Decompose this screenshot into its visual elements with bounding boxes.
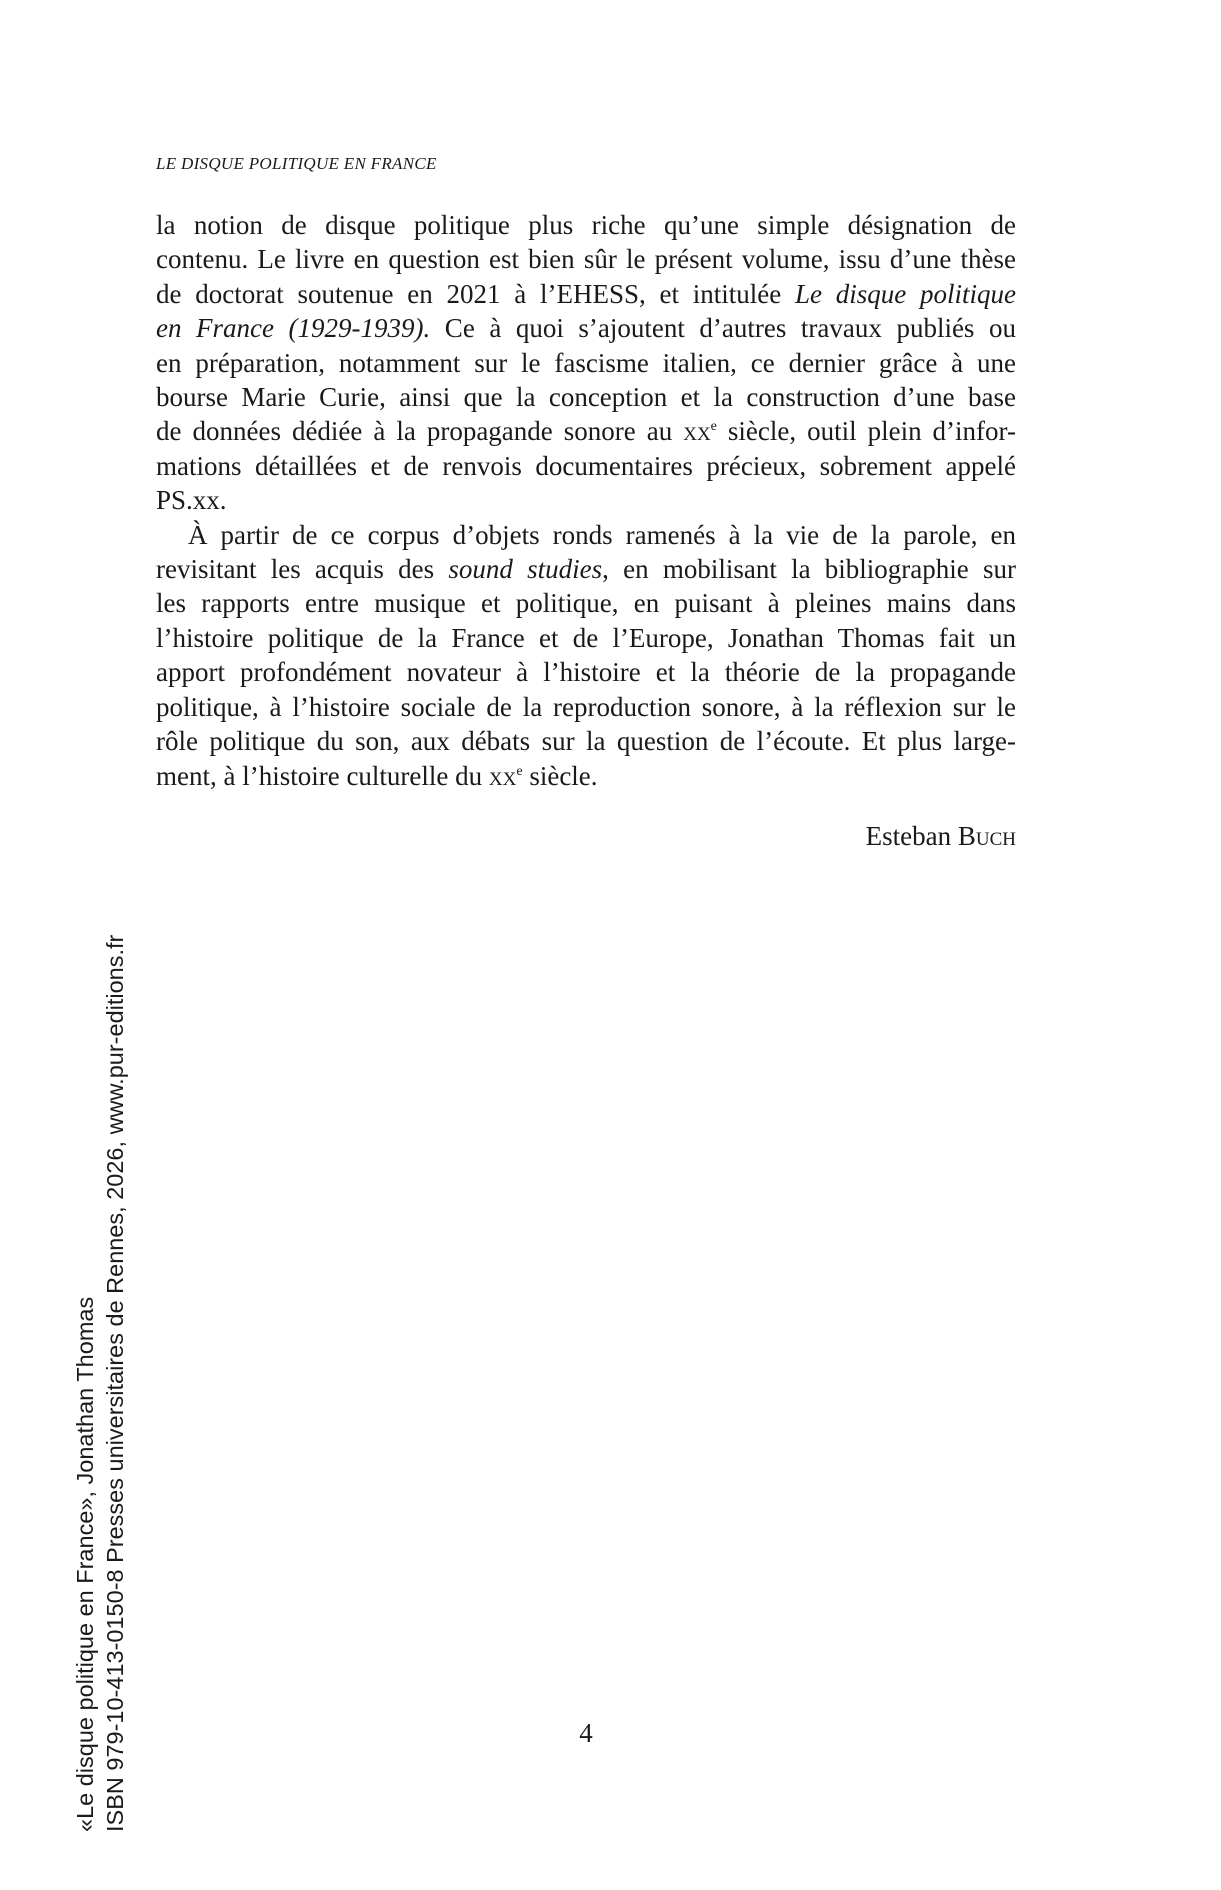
italic-term: sound studies bbox=[448, 554, 603, 585]
author-first-name: Esteban bbox=[865, 821, 952, 851]
text-span: Ce à quoi s’ajoutent d’autres travaux publiés ou bbox=[430, 313, 1016, 344]
text-line: apport profondément novateur à l’histoire et la théorie de la propagande bbox=[156, 657, 1016, 688]
century-superscript: e bbox=[516, 763, 523, 779]
text-line: contenu. Le livre en question est bien sûr le présent volume, issu d’une thèse bbox=[156, 244, 1016, 275]
century-small-caps: xx bbox=[488, 760, 517, 791]
text-line: PS.xx. bbox=[156, 485, 227, 516]
text-line: les rapports entre musique et politique, en puisant à pleines mains dans bbox=[156, 588, 1016, 619]
text-line bbox=[156, 759, 1016, 793]
paragraph-2 bbox=[156, 518, 1016, 793]
text-line bbox=[156, 311, 1016, 345]
text-span: , en mobilisant la bibliographie sur bbox=[602, 554, 1017, 585]
author-signature bbox=[866, 821, 1016, 852]
text-line: mations détaillées et de renvois documentaires précieux, sobrement appelé bbox=[156, 450, 1016, 481]
text-line: politique, à l’histoire sociale de la reproduction sonore, à la réflexion sur le bbox=[156, 691, 1016, 722]
copyright-side-notice bbox=[70, 832, 130, 1832]
text-span: de doctorat soutenue en 2021 à l’EHESS, et intitulée bbox=[156, 278, 795, 309]
paragraph-1 bbox=[156, 208, 1016, 518]
text-line: la notion de disque politique plus riche qu’une simple désignation de bbox=[156, 210, 1016, 240]
book-title-italic: Le disque politique bbox=[795, 278, 1017, 309]
text-line: en préparation, notamment sur le fascisme italien, ce dernier grâce à une bbox=[156, 347, 1016, 378]
author-last-name: Buch bbox=[957, 821, 1016, 851]
text-line bbox=[156, 414, 1016, 448]
text-line bbox=[156, 552, 1016, 586]
century-superscript: e bbox=[710, 419, 717, 435]
book-title-italic: en France (1929-1939). bbox=[156, 313, 431, 344]
text-span: revisitant les acquis des bbox=[156, 554, 449, 585]
running-head: LE DISQUE POLITIQUE EN FRANCE bbox=[156, 154, 437, 173]
text-line: rôle politique du son, aux débats sur la question de l’écoute. Et plus large- bbox=[156, 726, 1016, 757]
text-span: de données dédiée à la propagande sonore au bbox=[156, 416, 684, 447]
text-line: À partir de ce corpus d’objets ronds ramenés à la vie de la parole, en bbox=[188, 519, 1016, 550]
text-span: ment, à l’histoire culturelle du bbox=[156, 760, 489, 791]
text-line: bourse Marie Curie, ainsi que la conception et la construction d’une base bbox=[156, 382, 1016, 413]
text-span: siècle, outil plein d’infor- bbox=[716, 416, 1016, 447]
body-text bbox=[156, 208, 1016, 793]
text-line: l’histoire politique de la France et de l’Europe, Jonathan Thomas fait un bbox=[156, 622, 1016, 653]
century-small-caps: xx bbox=[683, 416, 711, 447]
text-line bbox=[156, 277, 1016, 311]
side-notice-title-line: «Le disque politique en France», Jonathan Thomas bbox=[72, 1296, 98, 1832]
side-notice-isbn-line: ISBN 979-10-413-0150-8 Presses universitaires de Rennes, 2026, www.pur-editions.fr bbox=[102, 934, 128, 1832]
text-span: siècle. bbox=[522, 760, 598, 791]
page-number: 4 bbox=[579, 1718, 593, 1748]
